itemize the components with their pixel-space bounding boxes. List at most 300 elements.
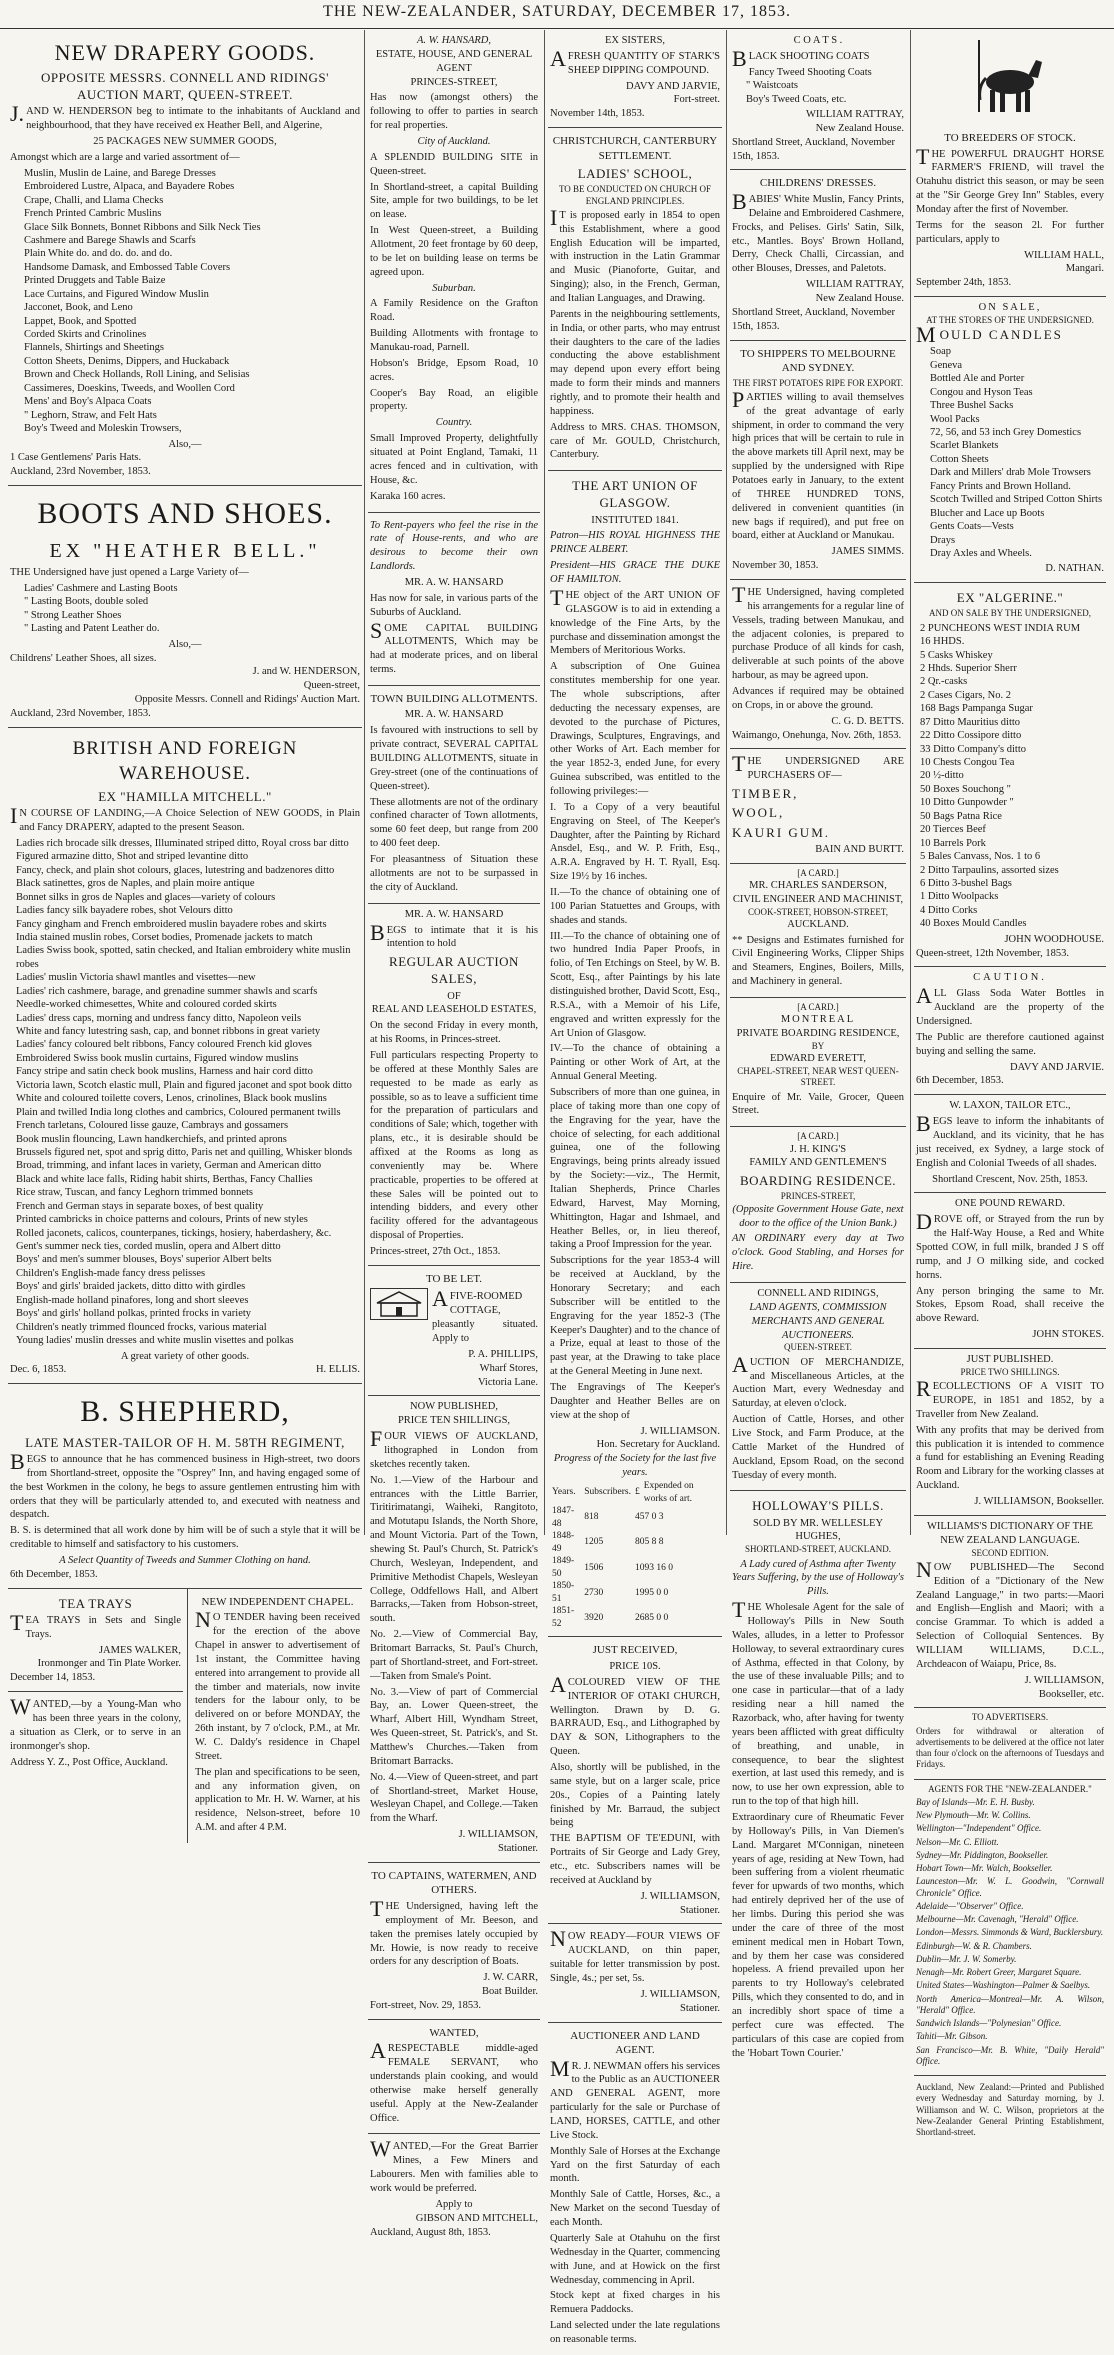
list-item: Ladies' dress caps, morning and undress fancy ditto, Napoleon veils bbox=[16, 1012, 302, 1024]
montreal-ad bbox=[730, 998, 906, 1127]
warehouse-variety: A great variety of other goods. bbox=[120, 1350, 250, 1362]
list-item: 22 Ditto Cossipore ditto bbox=[920, 730, 1022, 742]
list-item: No. 4.—View of Queen-street, and part of Shortland-street, Market House, Wesleyan Chapel, and College.—Taken from the Wharf. bbox=[370, 1771, 538, 1825]
betts-date: Waimango, Onehunga, Nov. 26th, 1853. bbox=[732, 729, 902, 741]
table-cell: 1847-48 bbox=[552, 1506, 575, 1529]
list-item: Karaka 160 acres. bbox=[370, 490, 446, 502]
shepherd-ad bbox=[8, 1384, 362, 1588]
betts-ad bbox=[730, 580, 906, 749]
art-signature-2: Hon. Secretary for Auckland. bbox=[596, 1439, 720, 1451]
art-title: THE ART UNION OF GLASGOW. bbox=[572, 478, 698, 511]
hansard-intro: Has now (amongst others) the following to offer to parties in search for real properties. bbox=[370, 92, 538, 132]
list-item: Boys' and girls' holland polkas, printed frocks in variety bbox=[16, 1308, 252, 1320]
auctioneer-body-5: Stock kept at fixed charges in his Remuera Paddocks. bbox=[550, 2290, 720, 2316]
sanderson-body: ** Designs and Estimates furnished for Civil Engineering Works, Clipper Ships and Steamers, Engines, Boilers, Mills, and Machinery in general. bbox=[732, 934, 904, 988]
views-signature: J. WILLIAMSON, bbox=[458, 1829, 538, 1841]
ready-ad bbox=[548, 1924, 722, 2022]
town-mr-hansard: MR. A. W. HANSARD bbox=[404, 709, 504, 721]
masthead: THE NEW-ZEALANDER, SATURDAY, DECEMBER 17, 1853. bbox=[0, 0, 1114, 29]
let-title: TO BE LET. bbox=[425, 1272, 483, 1285]
list-item: Fancy stripe and satin check book muslins, Harness and hair cord ditto bbox=[16, 1066, 313, 1078]
list-item: English-made holland pinafores, long and short sleeves bbox=[16, 1294, 249, 1306]
city-heading: City of Auckland. bbox=[417, 136, 491, 148]
advertisers-title: TO ADVERTISERS. bbox=[971, 1712, 1049, 1723]
timber-body: THE UNDERSIGNED ARE PURCHASERS OF— bbox=[732, 751, 904, 782]
drapery-packages: 25 PACKAGES NEW SUMMER GOODS, bbox=[93, 136, 277, 148]
table-cell: 1849-50 bbox=[552, 1556, 575, 1579]
list-item: Children's neatly trimmed flounced frocks, various material bbox=[16, 1321, 267, 1333]
list-item: Cooper's Bay Road, an eligible property. bbox=[370, 387, 538, 413]
column-2 bbox=[368, 30, 540, 2238]
town-body: Is favoured with instructions to sell by private contract, SEVERAL CAPITAL BUILDING ALLOTMENTS, situate in Grey-street (one of the continuations of Queen-street). bbox=[370, 725, 538, 792]
art-patron: Patron—HIS ROYAL HIGHNESS THE PRINCE ALBERT. bbox=[550, 530, 720, 556]
sanderson-ad bbox=[730, 864, 906, 999]
list-item: Book muslin flouncing, Lawn handkerchiefs, and printed aprons bbox=[16, 1133, 287, 1145]
progress-title: Progress of the Society for the last five years. bbox=[553, 1453, 717, 1479]
art-body-5: The Engravings of The Keeper's Daughter and Heather Belles are on view at the shop of bbox=[550, 1382, 720, 1421]
list-item: 2 Ditto Tarpaulins, assorted sizes bbox=[920, 864, 1059, 876]
barrier-date: Auckland, August 8th, 1853. bbox=[370, 2226, 491, 2238]
list-item: Rice straw, Tuscan, and fancy Leghorn trimmed bonnets bbox=[16, 1187, 253, 1199]
table-cell: 805 8 8 bbox=[634, 1537, 664, 1548]
list-item: Sandwich Islands—"Polynesian" Office. bbox=[916, 2018, 1062, 2029]
list-item: Boy's Tweed and Moleskin Trowsers, bbox=[24, 423, 182, 435]
list-item: 2 Qr.-casks bbox=[920, 676, 968, 688]
dictionary-body: NOW PUBLISHED—The Second Edition of a "Dictionary of the New Zealand Language," in two parts:—Maori and English—English and Maori; with a concise Grammar. To which is added a Selection of Colloquial Sentences. By WILLIAM WILLIAMS, D.C.L., Archdeacon of Waiapu, Price, 8s. bbox=[916, 1556, 1104, 1670]
coats-date: Shortland Street, Auckland, November 15th, 1853. bbox=[732, 136, 896, 162]
table-cell: 818 bbox=[584, 1512, 599, 1523]
chapel-title: NEW INDEPENDENT CHAPEL. bbox=[201, 1595, 354, 1608]
list-item: Three Bushel Sacks bbox=[930, 400, 1014, 412]
boots-children: Childrens' Leather Shoes, all sizes. bbox=[10, 652, 157, 664]
progress-table bbox=[550, 1480, 720, 1630]
list-item: Building Allotments with frontage to Manukau-road, Parnell. bbox=[370, 328, 538, 354]
list-item: A Family Residence on the Grafton Road. bbox=[370, 298, 538, 324]
auction-intro: BEGS to intimate that it is his intention to hold bbox=[370, 919, 538, 950]
caution-body-2: The Public are therefore cautioned against buying and selling the same. bbox=[916, 1031, 1104, 1057]
list-item: 40 Boxes Mould Candles bbox=[920, 918, 1027, 930]
agents-list bbox=[916, 1797, 1104, 2067]
column-rule bbox=[726, 30, 727, 1535]
list-item: TIMBER, bbox=[732, 786, 799, 802]
list-item: London—Messrs. Simmonds & Ward, Bucklersbury. bbox=[916, 1927, 1104, 1938]
auctioneer-body-3: Monthly Sale of Cattle, Horses, &c., a New Market on the second Tuesday of each Month. bbox=[550, 2189, 720, 2229]
list-item: New Plymouth—Mr. W. Collins. bbox=[916, 1810, 1031, 1821]
received-ad bbox=[548, 1637, 722, 1924]
table-cell: 1506 bbox=[584, 1562, 604, 1573]
hansard-ad bbox=[368, 30, 540, 513]
list-item: Ladies' Cashmere and Lasting Boots bbox=[24, 582, 178, 594]
warehouse-title: BRITISH AND FOREIGN WAREHOUSE. bbox=[72, 737, 298, 784]
list-item: II.—To the chance of obtaining one of 100 Parian Statuettes and Groups, with shades and stands. bbox=[550, 886, 720, 926]
list-item: 4 Ditto Corks bbox=[920, 904, 978, 916]
list-item: 10 Ditto Gunpowder " bbox=[920, 797, 1014, 809]
table-row bbox=[550, 1580, 720, 1605]
list-item: Edinburgh—W. & R. Chambers. bbox=[916, 1940, 1032, 1951]
list-item: Hobson's Bridge, Epsom Road, 10 acres. bbox=[370, 357, 538, 383]
list-item: Muslin, Muslin de Laine, and Barege Dresses bbox=[24, 167, 216, 179]
auction-mr-hansard: MR. A. W. HANSARD bbox=[404, 908, 504, 920]
reward-signature: JOHN STOKES. bbox=[1032, 1329, 1104, 1341]
let-body: AFIVE-ROOMED COTTAGE, pleasantly situated. Apply to bbox=[432, 1286, 538, 1344]
table-cell: 1851-52 bbox=[552, 1606, 575, 1629]
childrens-title: CHILDRENS' DRESSES. bbox=[759, 177, 877, 190]
list-item: 2 Hhds. Superior Sherr bbox=[920, 662, 1017, 674]
list-item: 10 Barrels Pork bbox=[920, 837, 986, 849]
shepherd-date: 6th December, 1853. bbox=[10, 1568, 98, 1580]
hansard-role: ESTATE, HOUSE, AND GENERAL AGENT bbox=[375, 48, 533, 74]
art-body-2: A subscription of One Guinea constitutes membership for one year. The whole subscriptions, after deducting the necessary expenses, are devoted to the purchase of Pictures, Drawings, Sculptures, Engravings, and other Works of Art. Each member for the year 1852-3, ended June, for every Guinea subscribed, was entitled to the following privileges:— bbox=[550, 661, 720, 797]
boots-intro: THE Undersigned have just opened a Large Variety of— bbox=[10, 567, 249, 579]
auctioneer-title: AUCTIONEER AND LAND AGENT. bbox=[570, 2029, 700, 2057]
table-cell: 2685 0 0 bbox=[634, 1612, 669, 1623]
list-item: Embroidered Swiss book muslin curtains, Figured window muslins bbox=[16, 1052, 299, 1064]
warehouse-subtitle: EX "HAMILLA MITCHELL." bbox=[98, 789, 272, 805]
holloway-ad bbox=[730, 1491, 906, 2068]
list-item: White and coloured toilette covers, Lenos, crinolines, Black book muslins bbox=[16, 1093, 327, 1105]
algerine-title: EX "ALGERINE." bbox=[956, 590, 1064, 606]
received-body-2: Also, shortly will be published, in the same style, but on a larger scale, price 20s., Copies of a Painting lately finished by Mr. Barraud, the subject being bbox=[550, 1761, 720, 1829]
list-item: Blucher and Lace up Boots bbox=[930, 507, 1045, 519]
sisters-street: Fort-street. bbox=[673, 94, 720, 106]
list-item: Black and white lace falls, Riding habit shirts, Berthas, Fancy Challies bbox=[16, 1173, 313, 1185]
table-header: Years. bbox=[552, 1487, 576, 1498]
shepherd-body-2: B. S. is determined that all work done by him will be of such a style that it will be creditable to himself and satisfactory to his customers. bbox=[10, 1525, 360, 1551]
list-item: Brussels figured net, spot and sprig ditto, Paris net and quilling, Whisker blonds bbox=[16, 1146, 353, 1158]
list-item: Sydney—Mr. Piddington, Bookseller. bbox=[916, 1849, 1049, 1860]
list-item: Fancy Tweed Shooting Coats bbox=[748, 66, 872, 78]
shippers-title: TO SHIPPERS TO MELBOURNE AND SYDNEY. bbox=[740, 347, 896, 375]
received-body: ACOLOURED VIEW OF THE INTERIOR OF OTAKI CHURCH, Wellington. Drawn by D. G. BARRAUD, Esq., and Lithographed by DAY & SON, Lithographers to the Queen. bbox=[550, 1671, 720, 1758]
servant-title: WANTED, bbox=[429, 2026, 479, 2039]
list-item: 168 Bags Pampanga Sugar bbox=[920, 703, 1033, 715]
list-item: Wellington—"Independent" Office. bbox=[916, 1823, 1042, 1834]
publication-body-2: With any profits that may be derived from this publication it is intended to commence a fund for establishing an Evening Reading Room and Library for the working classes at Auckland. bbox=[916, 1424, 1104, 1492]
sale-title: ON SALE, bbox=[978, 302, 1042, 314]
trays-signature: JAMES WALKER, bbox=[98, 1644, 181, 1656]
sale-list bbox=[916, 345, 1104, 560]
list-item: A SPLENDID BUILDING SITE in Queen-street. bbox=[370, 151, 538, 177]
boots-signature: J. and W. HENDERSON, bbox=[252, 666, 360, 678]
holloway-subtitle: SOLD BY MR. WELLESLEY HUGHES, bbox=[752, 1517, 884, 1543]
childrens-signature: WILLIAM RATTRAY, bbox=[805, 279, 904, 291]
list-item: Hobart Town—Mr. Walch, Bookseller. bbox=[916, 1863, 1053, 1874]
algerine-subtitle: AND ON SALE BY THE UNDERSIGNED, bbox=[929, 608, 1091, 619]
shippers-subtitle: THE FIRST POTATOES RIPE FOR EXPORT. bbox=[732, 377, 904, 388]
sanderson-name: MR. CHARLES SANDERSON, bbox=[749, 879, 887, 891]
holloway-body: THE Wholesale Agent for the sale of Holloway's Pills in New South Wales, alludes, in a letter to Professor Holloway, to several extraordinary cures of Asthma, effected in that Colony, by the use of these invaluable Pills; and to one case in particular—that of a lady residing near a hill named the Razorback, who, after having for twenty years been afflicted with great difficulty of breathing, and unable, in consequence, to bear the slightest exertion, at last used this remedy, and is now, to use her own expression, able to run to the top of that high hill. bbox=[732, 1597, 904, 1808]
list-item: Boys' and men's summer blouses, Boys' superior Albert belts bbox=[16, 1254, 272, 1266]
list-item: I. To a Copy of a very beautiful Engraving on Steel, of The Keeper's Daughter, after the Painting by Richard Ansdel, Esq., and W. P. Frith, Esq., A.R.A. Engraved by H. T. Ryall, Esq. Size 19½ by 16 inches. bbox=[550, 801, 720, 883]
list-item: Jacconet, Book, and Leno bbox=[24, 302, 133, 314]
connell-ad bbox=[730, 1283, 906, 1491]
let-ad bbox=[368, 1266, 540, 1397]
list-item: Melbourne—Mr. Cavenagh, "Herald" Office. bbox=[916, 1914, 1079, 1925]
views-ad bbox=[368, 1396, 540, 1863]
list-item: Needle-worked chimesettes, White and coloured corded skirts bbox=[16, 999, 277, 1011]
servant-body: ARESPECTABLE middle-aged FEMALE SERVANT, who understands plain cooking, and would otherwise make herself generally useful. Apply at the New-Zealander Office. bbox=[370, 2038, 538, 2124]
table-cell: 457 0 3 bbox=[634, 1512, 664, 1523]
list-item: " Waistcoats bbox=[746, 80, 798, 92]
list-item: Printed Druggets and Table Baize bbox=[24, 275, 166, 287]
art-signature: J. WILLIAMSON. bbox=[640, 1425, 720, 1437]
school-ad bbox=[548, 128, 722, 471]
auctioneer-ad bbox=[548, 2023, 722, 2355]
sanderson-role: CIVIL ENGINEER AND MACHINIST, bbox=[732, 893, 904, 905]
list-item: Ladies' muslin Victoria shawl mantles and visettes—new bbox=[16, 972, 256, 984]
list-item: " Lasting and Patent Leather do. bbox=[24, 623, 160, 635]
shippers-signature: JAMES SIMMS. bbox=[831, 546, 904, 558]
drapery-ad bbox=[8, 30, 362, 486]
list-item: French Printed Cambric Muslins bbox=[24, 208, 162, 220]
list-item: Handsome Damask, and Embossed Table Covers bbox=[24, 261, 231, 273]
shepherd-body: BEGS to announce that he has commenced business in High-street, two doors from Shortland-street, opposite the "Osprey" Inn, and having engaged some of the best Workmen in the colony, he begs to assure gentlemen entrusting him with orders that they will be particularly attended to, and executed with neatness and despatch. bbox=[10, 1448, 360, 1521]
reward-body: DROVE off, or Strayed from the run by the Half-Way House, a Red and White Spotted COW, in full milk, branded J S off rump, and J O milking side, and cocked horns. bbox=[916, 1209, 1104, 1281]
agents-title: AGENTS FOR THE "NEW-ZEALANDER." bbox=[928, 1783, 1092, 1794]
views-signature-2: Stationer. bbox=[498, 1843, 538, 1855]
list-item: Broad, trimming, and infant laces in variety, German and American ditto bbox=[16, 1160, 322, 1172]
coats-ad bbox=[730, 30, 906, 170]
captains-body: THE Undersigned, having left the employment of Mr. Beeson, and taken the premises lately occupied by Mr. Howie, is now ready to receive orders for any description of Boats. bbox=[370, 1895, 538, 1968]
rent-note: To Rent-payers who feel the rise in the rate of House-rents, and who are desirous to become their own Landlords. bbox=[370, 519, 538, 573]
list-item: Dray Axles and Wheels. bbox=[930, 547, 1032, 559]
imprint-text: Auckland, New Zealand:—Printed and Published every Wednesday and Saturday morning, by J. Williamson and W. C. Wilson, proprietors at the New-Zealander General Printing Establishment, Shortland-street. bbox=[916, 2082, 1104, 2138]
shippers-body: PARTIES willing to avail themselves of the great advantage of early shipment, in order to command the very high prices that will be certain to rule in the above markets till April next, may be supplied by the undersigned with Ripe Potatoes early in January, to the extent of THREE HUNDRED TONS, delivered in convenient quantities (in new bags if required), and put free on board, either at Auckland or Manukau. bbox=[732, 386, 904, 542]
stock-title: TO BREEDERS OF STOCK. bbox=[944, 132, 1076, 144]
coats-heading: C O A T S . bbox=[793, 35, 843, 46]
list-item: Crape, Challi, and Llama Checks bbox=[24, 194, 164, 206]
list-item: 5 Bales Canvass, Nos. 1 to 6 bbox=[920, 851, 1041, 863]
captains-ad bbox=[368, 1863, 540, 2020]
list-item: KAURI GUM. bbox=[732, 824, 830, 840]
table-cell: 1850-51 bbox=[552, 1581, 575, 1604]
algerine-date: Queen-street, 12th November, 1853. bbox=[916, 947, 1069, 959]
list-item: In Shortland-street, a capital Building Site, ample for two buildings, to be let on lease. bbox=[370, 181, 538, 221]
coats-list bbox=[732, 66, 904, 106]
trays-role: Ironmonger and Tin Plate Worker. bbox=[37, 1658, 181, 1670]
barrier-body: WANTED,—For the Great Barrier Mines, a Few Miners and Labourers. Men with families able to work would be preferred. bbox=[370, 2136, 538, 2195]
list-item: Gent's summer neck ties, corded muslin, opera and Albert ditto bbox=[16, 1241, 281, 1253]
art-body-4: Subscriptions for the year 1853-4 will be received at Auckland, by the Honorary Secretary; and each Subscriber will be entitled to the Engraving for the year 1852-3 (The Keeper's Daughter) and to the chance of a Prize, equal at least to those of the past year, at the Drawing to take place at the General Meeting in June next. bbox=[550, 1255, 720, 1378]
list-item: Geneva bbox=[930, 359, 963, 371]
list-item: San Francisco—Mr. B. White, "Daily Herald" Office. bbox=[916, 2044, 1104, 2066]
trays-body: TEA TRAYS in Sets and Single Trays. bbox=[10, 1609, 181, 1640]
boots-date: Auckland, 23rd November, 1853. bbox=[10, 708, 151, 719]
list-item: Young ladies' muslin dresses and white muslin visettes and polkas bbox=[16, 1335, 294, 1347]
list-item: 10 Chests Congou Tea bbox=[920, 757, 1015, 769]
list-item: Boy's Tweed Coats, etc. bbox=[746, 93, 847, 105]
table-cell: 2730 bbox=[584, 1587, 604, 1598]
holloway-street: SHORTLAND-STREET, AUCKLAND. bbox=[744, 1544, 892, 1555]
table-header: £ bbox=[634, 1487, 640, 1498]
list-item: " Lasting Boots, double soled bbox=[24, 596, 149, 608]
captains-date: Fort-street, Nov. 29, 1853. bbox=[370, 1999, 482, 2011]
rent-mr-hansard: MR. A. W. HANSARD bbox=[404, 576, 504, 588]
sisters-date: November 14th, 1853. bbox=[550, 108, 645, 120]
art-president: President—HIS GRACE THE DUKE OF HAMILTON. bbox=[550, 560, 720, 586]
king-body: AN ORDINARY every day at Two o'clock. Good Stabling, and Horses for Hire. bbox=[732, 1233, 904, 1273]
list-item: In West Queen-street, a Building Allotment, 20 feet frontage by 60 deep, to be let on building lease on terms be agreed upon. bbox=[370, 225, 538, 278]
sale-ad bbox=[914, 297, 1106, 583]
received-signature-2: Stationer. bbox=[680, 1904, 720, 1916]
column-1 bbox=[8, 30, 362, 1834]
boots-ad bbox=[8, 486, 362, 728]
list-item: Bay of Islands—Mr. E. H. Busby. bbox=[916, 1796, 1035, 1807]
column-3 bbox=[548, 30, 722, 2345]
coats-signature: WILLIAM RATTRAY, bbox=[805, 109, 904, 121]
reward-body-2: Any person bringing the same to Mr. Stokes, Epsom Road, shall receive the above Reward. bbox=[916, 1285, 1104, 1325]
auction-title: REGULAR AUCTION SALES, bbox=[389, 954, 519, 987]
list-item: Ladies rich brocade silk dresses, Illuminated striped ditto, Royal cross bar ditto bbox=[16, 837, 349, 849]
young-man-body: WANTED,—by a Young-Man who has been three years in the colony, a situation as Clerk, or to serve in an ironmonger's shop. bbox=[10, 1694, 181, 1752]
country-list bbox=[370, 432, 538, 503]
school-body: IT is proposed early in 1854 to open this Establishment, where a good English Education will be imparted, with instruction in the Latin Grammar and Music (Pianoforte, Guitar, and Singing); also, in the French, German, and Italian Languages, and Drawing. bbox=[550, 204, 720, 304]
list-item: " Strong Leather Shoes bbox=[24, 609, 122, 621]
list-item: Drays bbox=[930, 534, 956, 546]
list-item: Fancy gingham and French embroidered muslin bayadere robes and skirts bbox=[16, 918, 327, 930]
childrens-ad bbox=[730, 170, 906, 340]
drapery-intro: J.AND W. HENDERSON beg to intimate to the inhabitants of Auckland and neighbourhood, that they have received ex Heather Bell, and Algerine, bbox=[10, 101, 360, 132]
laxon-date: Shortland Crescent, Nov. 25th, 1853. bbox=[932, 1173, 1088, 1185]
list-item: Plain White do. and do. do. and do. bbox=[24, 248, 173, 260]
list-item: No. 3.—View of part of Commercial Bay, an. Lower Queen-street, the Wharf, Albert Hill, Wyndham Street, Wes Queen-street, St. Patrick's, and St. Matthew's Churches.—Taken from Britomart Barracks. bbox=[370, 1686, 538, 1767]
stock-date: September 24th, 1853. bbox=[916, 277, 1012, 289]
school-subtitle: TO BE CONDUCTED ON CHURCH OF ENGLAND PRINCIPLES. bbox=[558, 184, 712, 206]
list-item: Flannels, Shirtings and Sheetings bbox=[24, 342, 164, 354]
drapery-title: NEW DRAPERY GOODS. bbox=[54, 40, 316, 65]
holloway-body-2: Extraordinary cure of Rheumatic Fever by Holloway's Pills, in Van Diemen's Land. Margaret M'Connigan, nineteen years of age, residing at New Town, had been suffering from a violent rheumatic fever for upwards of two months, which had entirely deprived her of the use of her limbs. During this period she was under the care of three of the most eminent medical men in Hobart Town, and by them her case was considered hopeless. A friend prevailed upon her parents to try Holloway's celebrated Pills, which they consented to do, and in an incredibly short space of time a perfect cure was effected. The particulars of this case are copied from the 'Hobart Town Courier.' bbox=[732, 1812, 904, 2059]
column-4 bbox=[730, 30, 906, 2059]
list-item: 16 HHDS. bbox=[920, 636, 965, 648]
timber-signature: BAIN AND BURTT. bbox=[815, 843, 904, 855]
table-cell: 3920 bbox=[584, 1612, 604, 1623]
young-man-address: Address Y. Z., Post Office, Auckland. bbox=[10, 1756, 168, 1768]
drapery-also: Also,— bbox=[168, 438, 202, 450]
city-list bbox=[370, 151, 538, 280]
table-cell: 1848-49 bbox=[552, 1531, 575, 1554]
algerine-ad bbox=[914, 583, 1106, 967]
table-row bbox=[550, 1555, 720, 1580]
list-item: Scotch Twilled and Striped Cotton Shirts bbox=[930, 494, 1103, 506]
rent-sale: Has now for sale, in various parts of the Suburbs of Auckland. bbox=[370, 592, 538, 618]
boots-title: BOOTS AND SHOES. bbox=[37, 497, 333, 531]
christchurch-title: CHRISTCHURCH, CANTERBURY SETTLEMENT. bbox=[552, 135, 718, 162]
suburban-heading: Suburban. bbox=[432, 282, 476, 294]
list-item: Figured armazine ditto, Shot and striped levantine ditto bbox=[16, 851, 249, 863]
captains-title: TO CAPTAINS, WATERMEN, AND OTHERS. bbox=[371, 1869, 537, 1897]
coats-house: New Zealand House. bbox=[815, 122, 904, 134]
montreal-name: EDWARD EVERETT, bbox=[769, 1053, 867, 1065]
king-name: J. H. KING'S bbox=[789, 1143, 847, 1155]
warehouse-date: Dec. 6, 1853. bbox=[10, 1364, 67, 1376]
shepherd-subtitle: LATE MASTER-TAILOR OF H. M. 58TH REGIMENT, bbox=[25, 1434, 345, 1450]
received-price: PRICE 10S. bbox=[609, 1660, 661, 1672]
shippers-ad bbox=[730, 341, 906, 580]
let-signature-2: Wharf Stores, bbox=[479, 1362, 538, 1374]
list-item: No. 2.—View of Commercial Bay, Britomart Barracks, St. Paul's Church, part of Shortland-street, and Fort-street.—Taken from Smale's Point. bbox=[370, 1629, 538, 1682]
table-row bbox=[550, 1505, 720, 1530]
sanderson-street: COOK-STREET, HOBSON-STREET, bbox=[748, 906, 888, 917]
views-price: PRICE TEN SHILLINGS, bbox=[397, 1415, 511, 1427]
list-item: Embroidered Lustre, Alpaca, and Bayadere Robes bbox=[24, 181, 235, 193]
montreal-title: MONTREAL bbox=[780, 1014, 856, 1026]
list-item: Fancy Prints and Brown Holland. bbox=[930, 480, 1071, 492]
list-item: North America—Montreal—Mr. A. Wilson, "Herald" Office. bbox=[916, 1993, 1104, 2015]
list-item: Soap bbox=[930, 346, 951, 358]
chapel-body-2: The plan and specifications to be seen, and any information given, on application to Mr. H. W. Warner, at his residence, Nelson-street, before 10 A.M. and after 4 P.M. bbox=[195, 1766, 360, 1834]
king-note: (Opposite Government House Gate, next door to the office of the Union Bank.) bbox=[732, 1203, 904, 1229]
holloway-title: HOLLOWAY'S PILLS. bbox=[752, 1498, 884, 1514]
table-cell: 1205 bbox=[584, 1537, 604, 1548]
caution-ad bbox=[914, 967, 1106, 1095]
views-body: FOUR VIEWS OF AUCKLAND, lithographed in London from sketches recently taken. bbox=[370, 1426, 538, 1470]
montreal-by: BY bbox=[811, 1041, 825, 1052]
table-header: Expended on works of art. bbox=[643, 1481, 694, 1504]
list-item: Launceston—Mr. W. L. Goodwin, "Cornwall Chronicle" Office. bbox=[916, 1876, 1104, 1898]
table-cell: 1093 16 0 bbox=[634, 1562, 673, 1573]
montreal-street: CHAPEL-STREET, NEAR WEST QUEEN-STREET. bbox=[737, 1066, 899, 1088]
sisters-signature: DAVY AND JARVIE, bbox=[626, 80, 720, 92]
list-item: Bonnet silks in gros de Naples and glaces—variety of colours bbox=[16, 891, 276, 903]
list-item: 20 ½-ditto bbox=[920, 770, 964, 782]
sale-lead: MOULD CANDLES bbox=[916, 322, 1063, 348]
rent-ad bbox=[368, 513, 540, 686]
publication-title: JUST PUBLISHED. bbox=[966, 1354, 1054, 1366]
timber-list bbox=[732, 785, 904, 840]
list-item: Adelaide—"Observer" Office. bbox=[916, 1900, 1024, 1911]
art-union-ad bbox=[548, 471, 722, 1637]
king-ad bbox=[730, 1127, 906, 1283]
art-body-3: Subscribers of more than one guinea, in place of taking more than one copy of the Engraving for the year, have the choice of selecting, for each additional guinea, one of the following Engravings, being prints already issued by the Society:—viz., The Hermit, Italian Shepherds, Prince Charles Edward, Harvest, May Morning, Whittington, Hagar and Ishmael, and Heather Belles, or, in lieu thereof, taking a Proof Impression for the year. bbox=[550, 1087, 720, 1251]
list-item: Scarlet Blankets bbox=[930, 440, 999, 452]
list-item: French tarletans, Coloured lisse gauze, Cambrays and gossamers bbox=[16, 1120, 289, 1132]
rent-allotments: SOME CAPITAL BUILDING ALLOTMENTS, Which may be had at moderate prices, and on liberal terms. bbox=[370, 617, 538, 676]
publication-body: RECOLLECTIONS OF A VISIT TO EUROPE, in 1851 and 1852, by a Traveller from New Zealand. bbox=[916, 1376, 1104, 1420]
list-item: Brown and Check Hollands, Roll Lining, and Selisias bbox=[24, 369, 250, 381]
list-item: Fancy, check, and plain shot colours, glaces, lutestring and badzenores ditto bbox=[16, 864, 335, 876]
connell-body-2: Auction of Cattle, Horses, and other Live Stock, and Farm Produce, at the Cattle Market of the Hundred of Auckland, Epsom Road, on the second Tuesday of every month. bbox=[732, 1414, 904, 1481]
ready-signature: J. WILLIAMSON, bbox=[640, 1988, 720, 2000]
childrens-date: Shortland Street, Auckland, November 15th, 1853. bbox=[732, 306, 896, 332]
boots-list bbox=[10, 582, 360, 636]
list-item: Congou and Hyson Teas bbox=[930, 386, 1033, 398]
list-item: White and fancy lutestring sash, cap, and bonnet ribbons in great variety bbox=[16, 1026, 321, 1038]
table-header: Subscribers. bbox=[584, 1487, 631, 1498]
list-item: 72, 56, and 53 inch Grey Domestics bbox=[930, 427, 1082, 438]
hansard-name: A. W. HANSARD, bbox=[417, 35, 491, 46]
country-heading: Country. bbox=[435, 417, 473, 429]
list-item: Cashmere and Barege Shawls and Scarfs bbox=[24, 234, 196, 246]
stock-terms: Terms for the season 2l. For further particulars, apply to bbox=[916, 219, 1104, 245]
school-body-2: Parents in the neighbouring settlements, in India, or other parts, who may entrust their daughters to the care of the ladies conducting the above establishment may depend upon every effort being made to form their minds and manners rightly, and to promote their health and happiness. bbox=[550, 308, 720, 417]
town-body-2: These allotments are not of the ordinary confined character of Town allotments, some 60 feet deep, but range from 200 to 400 feet deep. bbox=[370, 796, 538, 850]
list-item: Nelson—Mr. C. Elliott. bbox=[916, 1836, 999, 1847]
school-title: LADIES' SCHOOL, bbox=[577, 166, 693, 182]
servant-ad bbox=[368, 2020, 540, 2135]
table-row bbox=[550, 1530, 720, 1555]
barrier-signature: GIBSON AND MITCHELL, bbox=[415, 2212, 538, 2224]
barrier-ad bbox=[368, 2134, 540, 2245]
school-address: Address to MRS. CHAS. THOMSON, care of Mr. GOULD, Christchurch, Canterbury. bbox=[550, 421, 720, 461]
list-item: Wool Packs bbox=[930, 413, 980, 425]
auction-body: On the second Friday in every month, at his Rooms, in Princes-street. bbox=[370, 1020, 538, 1046]
connell-title: CONNELL AND RIDINGS, bbox=[757, 1288, 879, 1300]
boots-signature-opposite: Opposite Messrs. Connell and Ridings' Auction Mart. bbox=[134, 694, 360, 706]
trays-date: December 14, 1853. bbox=[10, 1672, 96, 1684]
list-item: 50 Bags Patna Rice bbox=[920, 810, 1002, 822]
auction-or: OF bbox=[447, 990, 461, 1002]
sisters-heading: EX SISTERS, bbox=[604, 35, 666, 46]
